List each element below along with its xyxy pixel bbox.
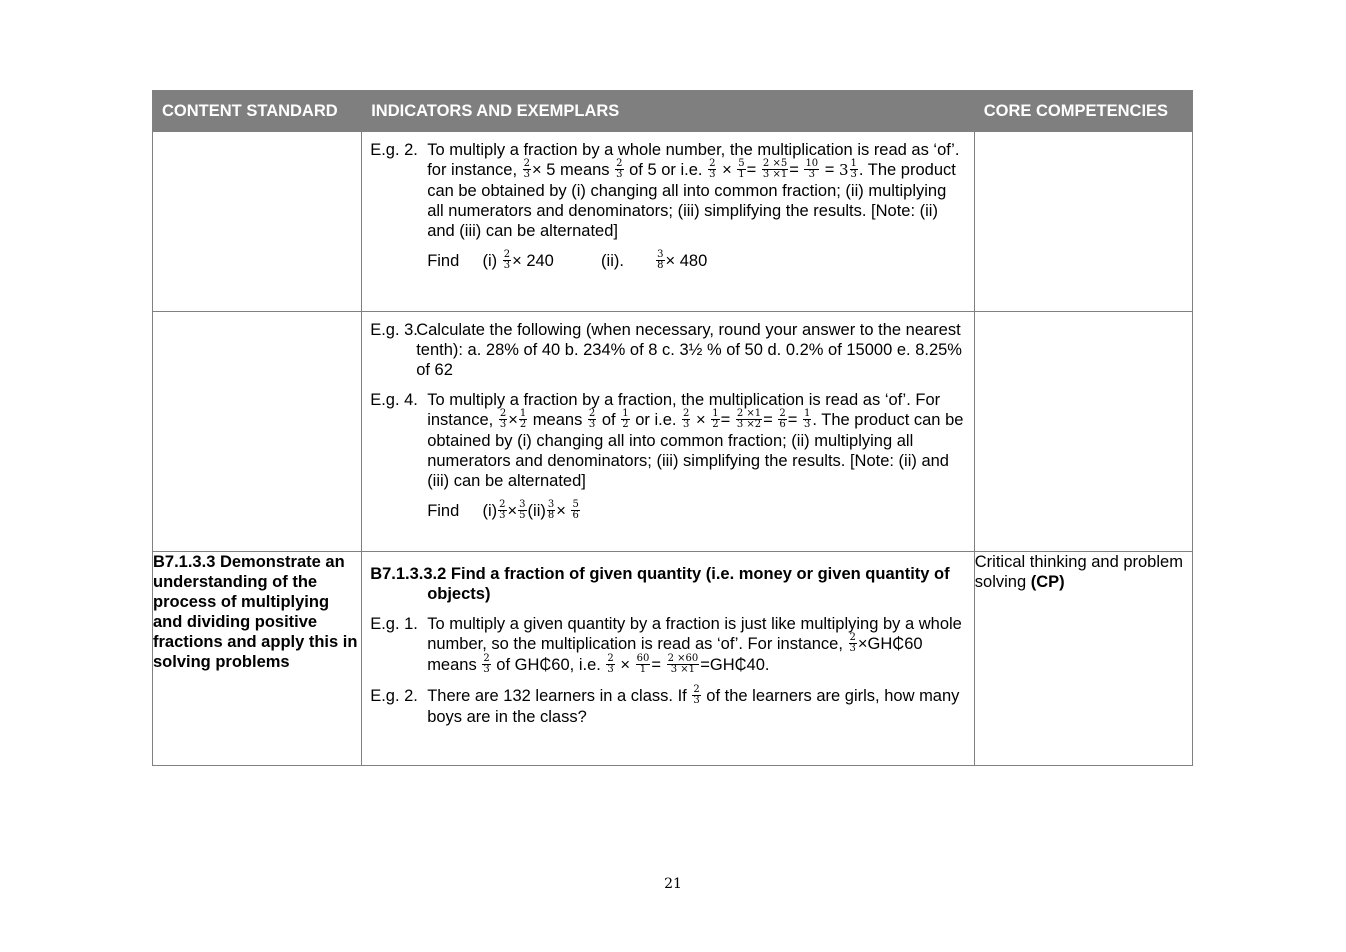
operator: = — [824, 161, 835, 179]
find-label: Find — [427, 252, 460, 271]
content-standard-cell — [153, 132, 362, 312]
table-row — [153, 552, 1193, 766]
fraction: $\frac{1}{3}$ — [850, 158, 857, 181]
example-text: × 5 means — [532, 161, 610, 179]
core-competencies-cell — [974, 552, 1192, 766]
example-text: To multiply a fraction by a fraction, the multiplication is read as ‘of’. For instance, — [427, 391, 941, 429]
fraction: $\frac{2}{3}$ — [523, 158, 531, 181]
operator: × — [507, 502, 518, 521]
find-item-text: × 240 — [512, 252, 554, 271]
content-standard-cell: B7.1.3.3 Demonstrate an understanding of the process of multiplying and dividing positive fractions and apply this in solving problems — [153, 552, 362, 766]
operator: × — [722, 161, 732, 179]
example-text: of GH₵60, i.e. — [496, 656, 601, 675]
indicators-cell — [362, 312, 975, 552]
fraction: $\frac{2}{3}$ — [683, 408, 690, 431]
fraction: $\frac{2}{6}$ — [779, 408, 786, 431]
operator: = — [651, 656, 661, 675]
fraction: $\frac{2}{3}$ — [499, 408, 507, 431]
example-text: of 5 or i.e. — [629, 161, 703, 179]
find-item-label: (i) — [482, 252, 498, 271]
operator: × — [696, 411, 706, 429]
fraction: $\frac{2}{3}$ — [503, 249, 511, 272]
example-label: E.g. 3. — [370, 321, 418, 339]
content-standard-cell — [153, 312, 362, 552]
operator: × — [508, 411, 518, 429]
mixed-number: 3 — [839, 161, 849, 179]
find-exercise — [427, 251, 966, 272]
fraction: $\frac{2}{3}$ — [607, 653, 614, 676]
fraction: $\frac{1}{2}$ — [622, 408, 629, 431]
fraction: $\frac{60}{1}$ — [636, 653, 650, 676]
find-item-text: × 480 — [665, 252, 708, 271]
indicators-cell — [362, 552, 975, 766]
core-competencies-cell — [974, 132, 1192, 312]
example-text: Calculate the following (when necessary, round your answer to the nearest tenth): a. 28% of 40 b. 234% of 8 c. 3½ % of 50 d. 0.2% of 15000 e. 8.25% of 62 — [416, 321, 962, 379]
fraction: $\frac{3}{5}$ — [519, 499, 526, 522]
example-2 — [370, 140, 966, 272]
example-text: To multiply a fraction by a whole number, the multiplication is read as ‘of’. for instance, — [427, 141, 960, 179]
operator: = — [787, 411, 798, 429]
table-row — [153, 312, 1193, 552]
fraction: $\frac{2 \times 60}{3 \times 1}$ — [667, 653, 699, 676]
example-text: means — [528, 411, 587, 429]
fraction: $\frac{2}{3}$ — [849, 632, 856, 655]
example-text: =GH₵40. — [700, 656, 770, 675]
example-text: To multiply a given quantity by a fraction is just like multiplying by a whole number, so the multiplication is read as ‘of’. For instance, — [427, 615, 962, 653]
example-text: . The product can be obtained by (i) changing all into common fraction; (ii) multiplying all numerators and denominators; (iii) simplifying the results. [Note: (ii) and (iii) can be alternated] — [427, 161, 956, 241]
table-header-row — [153, 91, 1193, 132]
competency-code: (CP) — [1030, 573, 1065, 591]
operator: = — [789, 161, 799, 179]
indicators-cell — [362, 132, 975, 312]
example-text: of — [597, 411, 621, 429]
table-row — [153, 132, 1193, 312]
example-text: . The product can be obtained by (i) changing all into common fraction; (ii) multiplying all numerators and denominators; (iii) simplifying the results. [Note: (ii) and (iii) can be alternated] — [427, 411, 964, 491]
fraction: $\frac{2}{3}$ — [588, 408, 596, 431]
example-text: There are 132 learners in a class. If — [427, 687, 687, 706]
core-competencies-cell — [974, 312, 1192, 552]
fraction: $\frac{2}{3}$ — [483, 653, 490, 676]
operator: × — [620, 656, 631, 675]
example-text: of the learners are girls, how many boys are in the class? — [427, 687, 960, 727]
operator: = — [763, 411, 773, 429]
operator: = — [746, 161, 757, 179]
fraction: $\frac{1}{2}$ — [519, 408, 527, 431]
fraction: $\frac{3}{8}$ — [547, 499, 555, 522]
fraction: $\frac{3}{8}$ — [657, 249, 664, 272]
example-label: E.g. 4. — [370, 391, 418, 409]
page-number: 21 — [664, 876, 682, 892]
fraction: $\frac{2}{3}$ — [709, 158, 716, 181]
operator: × — [556, 502, 566, 521]
fraction: $\frac{5}{6}$ — [572, 499, 579, 522]
find-exercise — [427, 501, 966, 522]
find-item-label: (ii). — [601, 252, 624, 271]
fraction: $\frac{2 \times 5}{3 \times 1}$ — [762, 158, 788, 181]
fraction: $\frac{1}{2}$ — [712, 408, 719, 431]
fraction: $\frac{5}{1}$ — [738, 158, 745, 181]
fraction: $\frac{10}{3}$ — [805, 158, 819, 181]
example-text: or i.e. — [630, 411, 682, 429]
fraction: $\frac{2}{3}$ — [693, 684, 700, 707]
example-label: E.g. 1. — [370, 615, 418, 633]
example-label: E.g. 2. — [370, 687, 418, 706]
find-item-label: (ii) — [527, 502, 546, 521]
fraction: $\frac{2 \times 1}{3 \times 2}$ — [736, 408, 762, 431]
header-indicators-exemplars: INDICATORS AND EXEMPLARS — [362, 91, 975, 132]
example-text: ×GH₵60 means — [427, 635, 923, 675]
example-label: E.g. 2. — [370, 141, 418, 159]
example-2 — [370, 686, 966, 727]
header-content-standard: CONTENT STANDARD — [153, 91, 362, 132]
operator: = — [720, 411, 731, 429]
example-4 — [370, 390, 966, 522]
header-core-competencies: CORE COMPETENCIES — [974, 91, 1192, 132]
curriculum-table — [152, 90, 1193, 766]
indicator-heading — [370, 564, 966, 604]
competency-text: Critical thinking and problem solving — [974, 553, 1183, 591]
example-3 — [370, 320, 966, 380]
find-label: Find — [427, 502, 460, 521]
fraction: $\frac{1}{3}$ — [804, 408, 811, 431]
fraction: $\frac{2}{3}$ — [499, 499, 506, 522]
example-1 — [370, 614, 966, 676]
fraction: $\frac{2}{3}$ — [616, 158, 623, 181]
indicator-text: B7.1.3.3.2 Find a fraction of given quantity (i.e. money or given quantity of objects) — [370, 565, 950, 603]
find-item-label: (i) — [482, 502, 498, 521]
